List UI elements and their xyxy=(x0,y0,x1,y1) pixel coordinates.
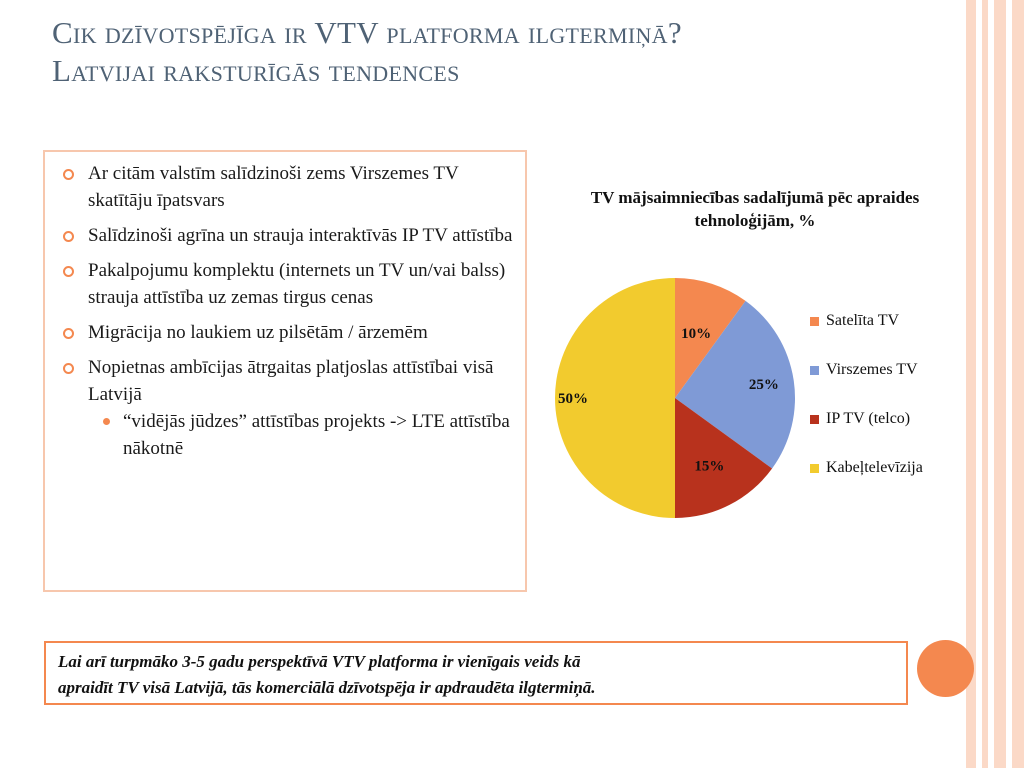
legend-swatch xyxy=(810,366,819,375)
legend-swatch xyxy=(810,317,819,326)
callout-line-2: apraidīt TV visā Latvijā, tās komerciālā dzīvotspēja ir apdraudēta ilgtermiņā. xyxy=(58,678,596,697)
legend-label: Satelīta TV xyxy=(826,312,900,329)
sub-bullet-dot-icon xyxy=(103,418,110,425)
bullet-dot-icon xyxy=(63,169,74,180)
bullet-dot-icon xyxy=(63,328,74,339)
decorative-stripes xyxy=(966,0,1024,768)
bullet-item xyxy=(63,257,513,311)
legend-swatch xyxy=(810,415,819,424)
conclusion-callout xyxy=(44,641,908,705)
bullet-item xyxy=(63,160,513,214)
stripe xyxy=(1012,0,1024,768)
sub-bullet-text: “vidējās jūdzes” attīstības projekts -> LTE attīstība nākotnē xyxy=(123,411,510,459)
bullet-dot-icon xyxy=(63,266,74,277)
bullet-item xyxy=(63,222,513,249)
pie-data-label: 10% xyxy=(681,325,712,342)
bullet-text: Salīdzinoši agrīna un strauja interaktīvās IP TV attīstība xyxy=(88,225,513,246)
bullet-text: Ar citām valstīm salīdzinoši zems Virszemes TV skatītāju īpatsvars xyxy=(88,163,459,211)
bullet-list-box xyxy=(43,150,527,592)
decorative-circle xyxy=(917,640,974,697)
title-line-2: Latvijai raksturīgās tendences xyxy=(52,53,460,88)
bullet-text: Migrācija no laukiem uz pilsētām / ārzemēm xyxy=(88,322,428,343)
chart-title: TV mājsaimniecības sadalījumā pēc apraides tehnoloģijām, % xyxy=(590,188,920,230)
legend-swatch xyxy=(810,464,819,473)
pie-data-label: 50% xyxy=(558,391,588,407)
stripe xyxy=(994,0,1006,768)
bullet-item xyxy=(63,354,513,408)
pie-chart xyxy=(550,270,810,530)
bullet-text: Pakalpojumu komplektu (internets un TV un/vai balss) strauja attīstība uz zemas tirgus cenas xyxy=(88,260,506,308)
callout-line-1: Lai arī turpmāko 3-5 gadu perspektīvā VTV platforma ir vienīgais veids kā xyxy=(58,652,581,671)
pie-data-label: 25% xyxy=(748,376,779,393)
legend-label: Virszemes TV xyxy=(826,361,918,378)
legend-label: Kabeļtelevīzija xyxy=(826,459,923,476)
bullet-dot-icon xyxy=(63,363,74,374)
bullet-dot-icon xyxy=(63,231,74,242)
bullet-item xyxy=(63,319,513,346)
sub-bullet-item xyxy=(63,408,513,462)
legend-label: IP TV (telco) xyxy=(826,410,911,427)
stripe xyxy=(982,0,988,768)
bullet-list xyxy=(63,160,513,462)
slide-title xyxy=(52,14,932,90)
pie-data-label: 15% xyxy=(694,458,725,475)
bullet-text: Nopietnas ambīcijas ātrgaitas platjoslas attīstībai visā Latvijā xyxy=(88,357,494,405)
title-line-1: Cik dzīvotspējīga ir VTV platforma ilgtermiņā? xyxy=(52,15,682,50)
